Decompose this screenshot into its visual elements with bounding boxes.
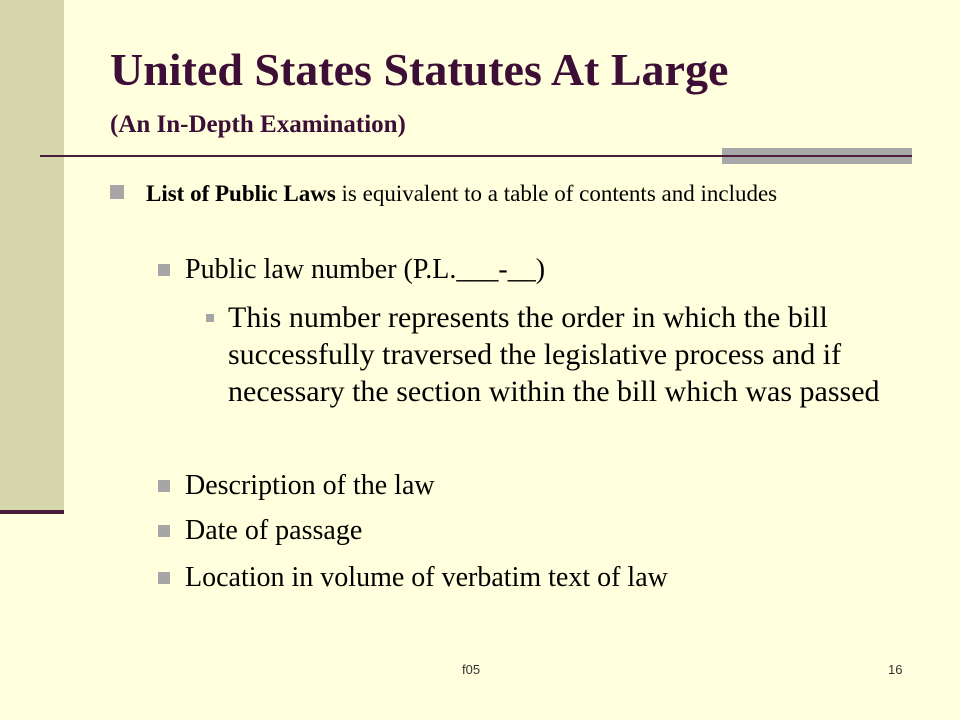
left-decor-bar (0, 0, 64, 510)
slide-subtitle: (An In-Depth Examination) (110, 111, 406, 138)
bullet-bold-text: List of Public Laws (146, 181, 336, 206)
sub-item-public-law-number (185, 252, 905, 288)
square-bullet-icon (158, 480, 170, 492)
sub-item-text: Location in volume of verbatim text of law (185, 562, 668, 593)
footer-label: f05 (462, 662, 481, 677)
title-divider-accent-bottom (722, 157, 912, 164)
sub-item-location (185, 560, 905, 596)
sub-sub-item-number-meaning (228, 299, 888, 410)
title-divider-accent-top (722, 148, 912, 155)
sub-item-text: Date of passage (185, 515, 363, 546)
square-bullet-icon (110, 185, 124, 199)
sub-item-text: Description of the law (185, 470, 435, 501)
square-bullet-icon (206, 314, 214, 322)
square-bullet-icon (158, 264, 170, 276)
sub-item-date (185, 513, 905, 549)
square-bullet-icon (158, 525, 170, 537)
left-decor-line (0, 510, 64, 514)
bullet-text: is equivalent to a table of contents and includes (335, 181, 778, 206)
square-bullet-icon (158, 572, 170, 584)
sub-sub-item-text: This number represents the order in which the bill successfully traversed the legislative process and if necessary the section within the bill which was passed (228, 301, 880, 408)
slide-title: United States Statutes At Large (110, 44, 729, 95)
sub-item-text: Public law number (P.L.___-__) (185, 254, 546, 285)
bullet-list-of-public-laws (146, 178, 886, 209)
sub-item-description (185, 468, 905, 504)
page-number: 16 (888, 662, 903, 677)
